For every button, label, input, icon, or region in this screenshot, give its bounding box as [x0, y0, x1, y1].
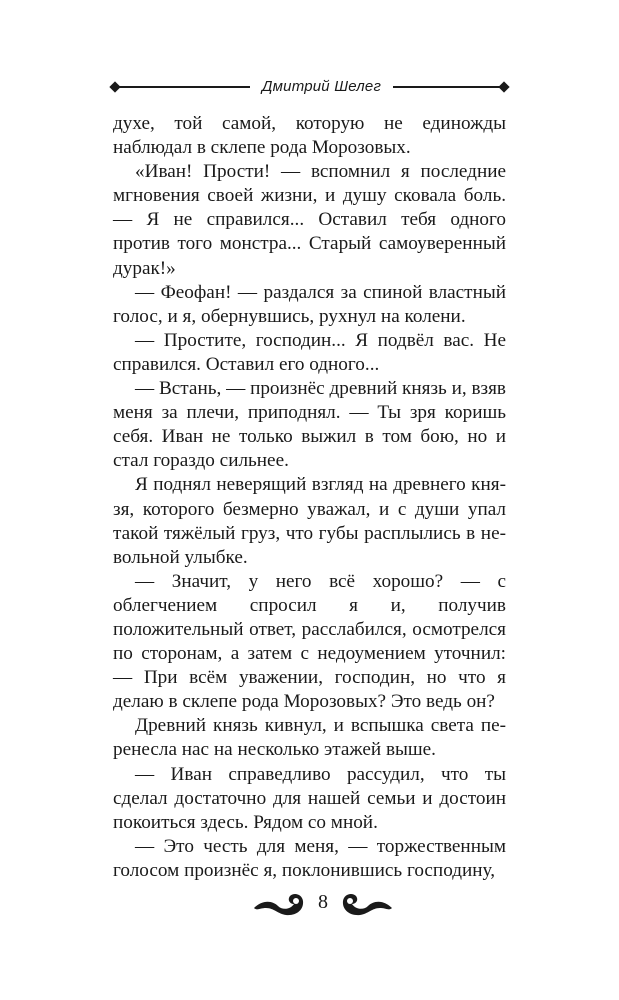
paragraph-2: «Иван! Прости! — вспомнил я последние мгновения своей жизни, и душу сковала боль. — Я не справился... Оставил тебя одного против того монстра... Старый самоуверенный дурак!» — [113, 161, 506, 279]
page-number: 8 — [318, 891, 328, 913]
header-left-rule — [113, 86, 250, 88]
paragraph-6: Я поднял неверящий взгляд на древнего князя, которого безмерно уважал, и с души упал такой тяжёлый груз, что губы расплылись в невольной улыбке. — [113, 474, 506, 568]
paragraph-1: духе, той самой, которую не единожды наблюдал в склепе рода Морозовых. — [113, 113, 506, 159]
paragraph-4: — Простите, господин... Я подвёл вас. Не справился. Оставил его одного... — [113, 329, 506, 375]
right-flourish-ornament — [338, 886, 394, 920]
paragraph-10: — Это честь для меня, — торжественным голосом произнёс я, поклонившись господину, — [113, 835, 506, 881]
paragraph-9: — Иван справедливо рассудил, что ты сделал достаточно для нашей семьи и достоин покоиться здесь. Рядом со мной. — [113, 763, 506, 833]
left-flourish-ornament — [252, 886, 308, 920]
paragraph-3: — Феофан! — раздался за спиной властный голос, и я, обернувшись, рухнул на колени. — [113, 281, 506, 327]
running-header — [113, 77, 506, 97]
page-body-text — [113, 112, 506, 883]
paragraph-8: Древний князь кивнул, и вспышка света перенесла нас на несколько этажей выше. — [113, 715, 506, 761]
header-right-rule — [393, 86, 506, 88]
page-footer — [252, 886, 394, 920]
paragraph-7: — Значит, у него всё хорошо? — с облегчением спросил я и, получив положительный ответ, расслабился, осмотрелся по сторонам, а затем с недоумением уточнил: — При всём уважении, господин, но что я делаю в склепе рода Морозовых? Это ведь он? — [113, 570, 506, 713]
paragraph-5: — Встань, — произнёс древний князь и, взяв меня за плечи, приподнял. — Ты зря коришь себя. Иван не только выжил в том бою, но и стал гораздо сильнее. — [113, 378, 506, 472]
header-right-ornament — [498, 81, 509, 92]
running-title: Дмитрий Шелег — [261, 78, 382, 95]
